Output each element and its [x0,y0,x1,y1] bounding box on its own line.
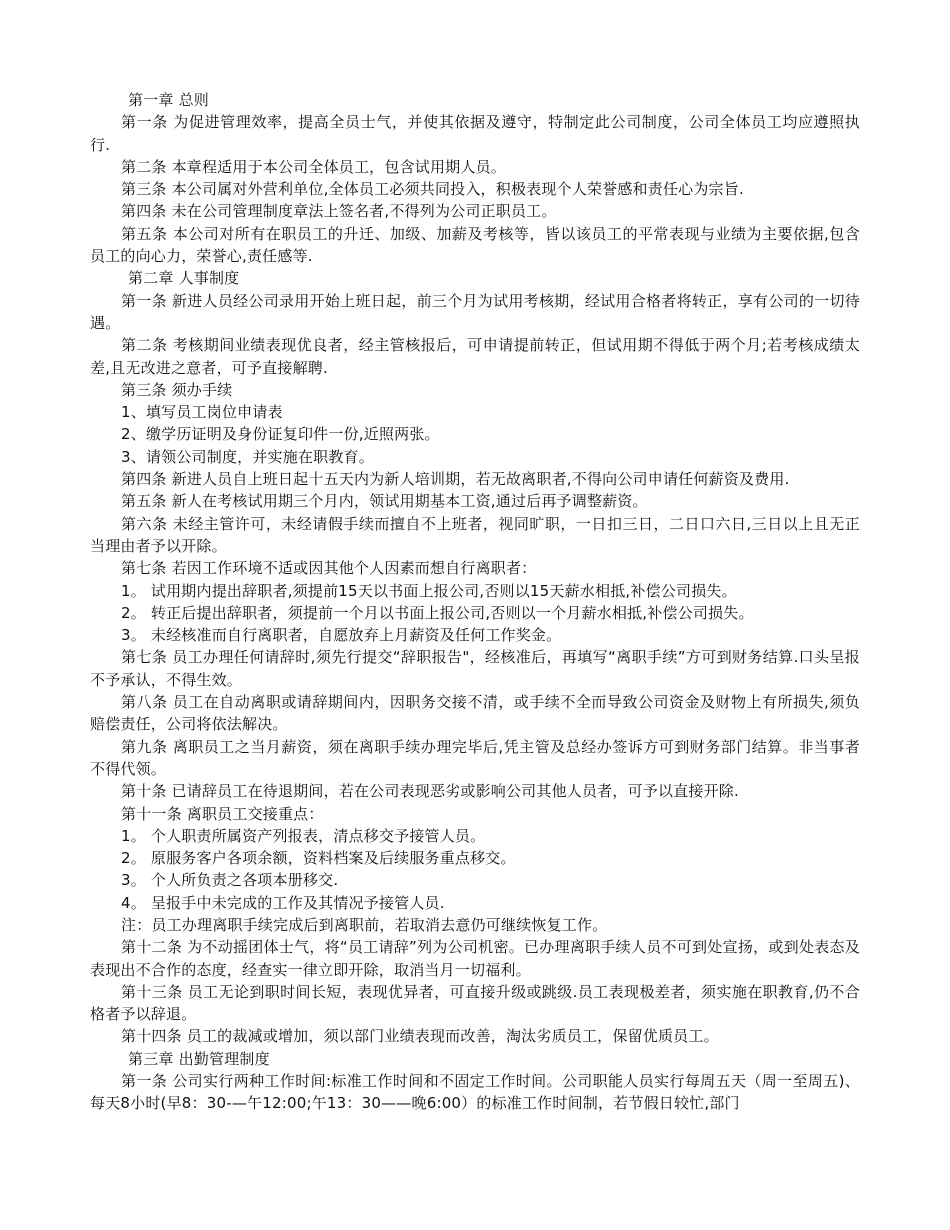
article-paragraph: 第五条 本公司对所有在职员工的升迁、加级、加薪及考核等，皆以该员工的平常表现与业绩为主要依据,包含员工的向心力，荣誉心,责任感等. [90,224,860,266]
article-paragraph: 第一条 公司实行两种工作时间:标准工作时间和不固定工作时间。公司职能人员实行每周五天（周一至周五)、每天8小时(早8：30-—午12:00;午13：30——晚6:00）的标准工作时间制，若节假日较忙,部门 [90,1072,860,1113]
list-item: 1、填写员工岗位申请表 [121,403,283,422]
article-paragraph: 第二条 考核期间业绩表现优良者，经主管核报后，可申请提前转正，但试用期不得低于两个月;若考核成绩太差,且无改进之意者，可予直接解聘. [90,336,860,377]
article-paragraph: 第七条 员工办理任何请辞时,须先行提交“辞职报告"，经核准后，再填写“离职手续”方可到财务结算.口头呈报不予承认，不得生效。 [90,648,860,689]
document-body [90,89,860,1115]
article-paragraph: 第一条 新进人员经公司录用开始上班日起，前三个月为试用考核期，经试用合格者将转正，享有公司的一切待遇。 [90,291,860,332]
chapter-heading: 第三章 出勤管理制度 [128,1049,270,1068]
article-paragraph: 第十二条 为不动摇团体士气，将“员工请辞”列为公司机密。已办理离职手续人员不可到处宣扬，或到处表态及表现出不合作的态度，经查实一律立即开除，取消当月一切福利。 [90,938,860,979]
article-paragraph: 第十一条 离职员工交接重点： [121,804,324,823]
article-paragraph: 第六条 未经主管许可，未经请假手续而擅自不上班者，视同旷职，一日扣三日，二日口六日,三日以上且无正当理由者予以开除。 [90,514,860,555]
list-item: 1。 个人职责所属资产列报表，清点移交予接管人员。 [121,826,486,845]
article-paragraph: 第十四条 员工的裁减或增加，须以部门业绩表现而改善，淘汰劣质员工，保留优质员工。 [121,1027,719,1046]
article-paragraph: 第一条 为促进管理效率，提高全员士气，并使其依据及遵守，特制定此公司制度，公司全体员工均应遵照执行. [90,113,860,154]
article-paragraph: 第八条 员工在自动离职或请辞期间内，因职务交接不清，或手续不全而导致公司资金及财物上有所损失,须负赔偿责任，公司将依法解决。 [90,693,860,734]
article-paragraph: 第四条 未在公司管理制度章法上签名者,不得列为公司正职员工。 [121,202,557,221]
chapter-heading: 第一章 总则 [128,91,209,109]
list-item: 1。 试用期内提出辞职者,须提前15天以书面上报公司,否则以15天薪水相抵,补偿公司损失。 [121,581,737,600]
article-paragraph: 第十三条 员工无论到职时间长短，表现优异者，可直接升级或跳级.员工表现极差者，须实施在职教育,仍不合格者予以辞退。 [90,982,860,1024]
article-paragraph: 第三条 本公司属对外营利单位,全体员工必须共同投入，积极表现个人荣誉感和责任心为宗旨. [121,180,744,199]
article-paragraph: 第七条 若因工作环境不适或因其他个人因素而想自行离职者： [121,559,537,578]
article-paragraph: 第二条 本章程适用于本公司全体员工，包含试用期人员。 [121,157,506,176]
note-paragraph: 注：员工办理离职手续完成后到离职前，若取消去意仍可继续恢复工作。 [121,915,608,934]
article-paragraph: 第五条 新人在考核试用期三个月内，领试用期基本工资,通过后再予调整薪资。 [121,492,648,511]
list-item: 3。 未经核准而自行离职者，自愿放弃上月薪资及任何工作奖金。 [121,626,562,645]
chapter-heading: 第二章 人事制度 [128,269,240,288]
list-item: 2。 原服务客户各项余额，资料档案及后续服务重点移交。 [121,849,516,868]
article-paragraph: 第四条 新进人员自上班日起十五天内为新人培训期，若无故离职者,不得向公司申请任何薪资及费用. [121,470,790,489]
article-paragraph: 第三条 须办手续 [121,380,233,399]
list-item: 2。 转正后提出辞职者，须提前一个月以书面上报公司,否则以一个月薪水相抵,补偿公司损失。 [121,603,754,622]
article-paragraph: 第九条 离职员工之当月薪资，须在离职手续办理完毕后,凭主管及总经办签诉方可到财务部门结算。非当事者不得代领。 [90,737,860,778]
list-item: 3、请领公司制度，并实施在职教育。 [121,447,374,466]
list-item: 2、缴学历证明及身份证复印件一份,近照两张。 [121,425,440,444]
list-item: 4。 呈报手中未完成的工作及其情况予接管人员. [121,893,445,912]
article-paragraph: 第十条 已请辞员工在待退期间，若在公司表现恶劣或影响公司其他人员者，可予以直接开除. [121,782,739,801]
list-item: 3。 个人所负责之各项本册移交. [121,871,339,890]
